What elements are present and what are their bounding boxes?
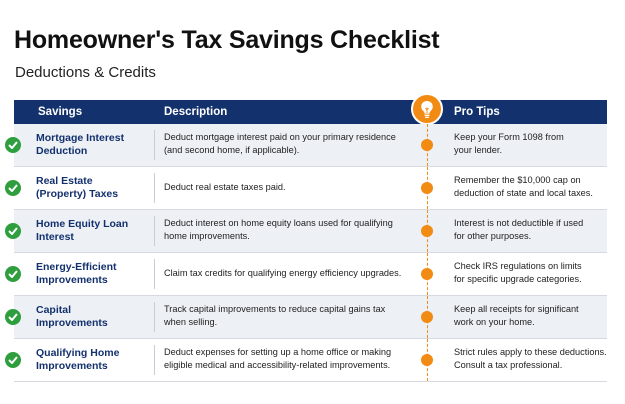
- pro-tip-text: Keep your Form 1098 from your lender.: [454, 132, 564, 155]
- lightbulb-icon: [411, 93, 443, 125]
- savings-label: Energy-Efficient Improvements: [36, 261, 117, 286]
- check-circle-icon: [5, 180, 21, 196]
- header-description: Description: [164, 106, 228, 118]
- savings-label: Mortgage Interest Deduction: [36, 132, 125, 157]
- tip-marker: [421, 139, 433, 151]
- check-circle-icon: [5, 137, 21, 153]
- tip-marker: [421, 225, 433, 237]
- tip-marker: [421, 268, 433, 280]
- check-circle-icon: [5, 352, 21, 368]
- table-header: [14, 100, 607, 124]
- table-row: [14, 253, 607, 296]
- pro-tip-text: Check IRS regulations on limits for specific upgrade categories.: [454, 261, 582, 284]
- check-circle-icon: [5, 266, 21, 282]
- tip-marker: [421, 311, 433, 323]
- savings-label: Real Estate (Property) Taxes: [36, 175, 119, 200]
- tip-marker: [421, 354, 433, 366]
- check-circle-icon: [5, 309, 21, 325]
- description-text: Track capital improvements to reduce capital gains tax when selling.: [164, 304, 386, 327]
- pro-tip-text: Strict rules apply to these deductions. Consult a tax professional.: [454, 347, 607, 370]
- table-row: [14, 124, 607, 167]
- page-subtitle: Deductions & Credits: [15, 64, 156, 81]
- description-text: Deduct real estate taxes paid.: [164, 182, 286, 192]
- pro-tip-text: Remember the $10,000 cap on deduction of state and local taxes.: [454, 175, 593, 198]
- pro-tip-text: Keep all receipts for significant work on your home.: [454, 304, 579, 327]
- table-row: [14, 210, 607, 253]
- description-text: Deduct mortgage interest paid on your primary residence (and second home, if applicable).: [164, 132, 396, 155]
- checklist-table: [14, 100, 607, 382]
- pro-tip-text: Interest is not deductible if used for other purposes.: [454, 218, 584, 241]
- description-text: Claim tax credits for qualifying energy efficiency upgrades.: [164, 268, 402, 278]
- table-row: [14, 296, 607, 339]
- tip-marker: [421, 182, 433, 194]
- check-circle-icon: [5, 223, 21, 239]
- description-text: Deduct interest on home equity loans used for qualifying home improvements.: [164, 218, 393, 241]
- table-row: [14, 167, 607, 210]
- table-row: [14, 339, 607, 382]
- savings-label: Capital Improvements: [36, 304, 108, 329]
- savings-label: Home Equity Loan Interest: [36, 218, 129, 243]
- description-text: Deduct expenses for setting up a home office or making eligible medical and accessibility-related improvements.: [164, 347, 392, 370]
- savings-label: Qualifying Home Improvements: [36, 347, 120, 372]
- page-title: Homeowner's Tax Savings Checklist: [14, 26, 440, 54]
- header-savings: Savings: [38, 106, 83, 118]
- header-pro-tips: Pro Tips: [454, 106, 500, 118]
